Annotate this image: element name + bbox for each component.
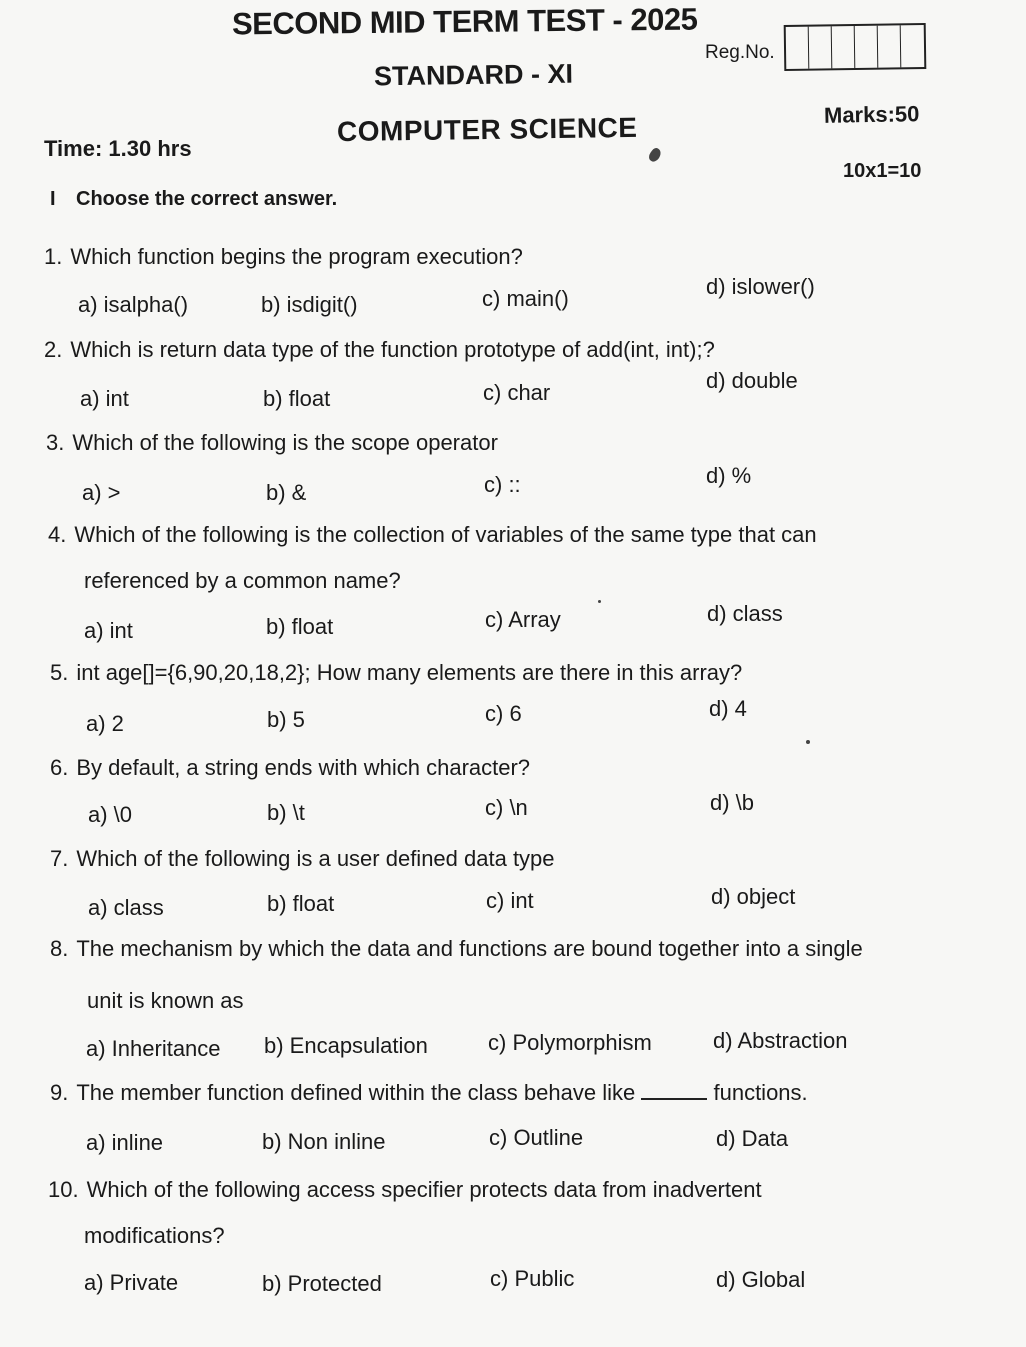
option-d: d) % <box>706 463 752 488</box>
option-b: b) Encapsulation <box>264 1033 428 1058</box>
section-heading <box>50 188 337 211</box>
question-2 <box>44 337 715 363</box>
option-d: d) \b <box>710 790 755 815</box>
option-b: b) & <box>266 480 307 505</box>
option-d: d) object <box>711 884 796 909</box>
question-8 <box>50 936 863 962</box>
reg-no-label: Reg.No. <box>705 42 775 63</box>
ink-speck <box>806 740 810 744</box>
standard-label: STANDARD - XI <box>373 58 574 92</box>
question-number: 1. <box>44 244 63 269</box>
option-c: c) Outline <box>489 1125 584 1150</box>
question-text: The mechanism by which the data and functions are bound together into a single <box>76 936 863 961</box>
reg-cell <box>855 26 879 68</box>
option-d: d) Abstraction <box>713 1028 848 1053</box>
reg-cell <box>901 25 925 67</box>
question-number: 3. <box>46 430 65 455</box>
option-a: a) inline <box>86 1130 164 1155</box>
option-d: d) Data <box>716 1126 789 1151</box>
question-number: 5. <box>50 660 69 685</box>
option-a: a) > <box>82 480 121 505</box>
question-number: 6. <box>50 755 69 780</box>
option-c: c) \n <box>485 795 528 820</box>
question-continuation: referenced by a common name? <box>84 568 401 593</box>
section-number: I <box>50 188 56 210</box>
option-b: b) 5 <box>267 707 305 732</box>
question-4 <box>48 522 817 548</box>
question-1 <box>44 244 523 270</box>
option-d: d) islower() <box>706 274 815 299</box>
option-d: d) Global <box>716 1267 806 1292</box>
question-7 <box>50 846 555 872</box>
question-continuation: modifications? <box>84 1223 225 1248</box>
total-marks: Marks:50 <box>823 101 920 128</box>
question-text: int age[]={6,90,20,18,2}; How many elements are there in this array? <box>76 660 743 685</box>
question-text: Which of the following is the collection of variables of the same type that can <box>74 522 817 547</box>
question-number: 9. <box>50 1080 69 1105</box>
question-text: Which is return data type of the function prototype of add(int, int);? <box>70 337 715 362</box>
reg-cell <box>809 26 833 68</box>
option-b: b) float <box>263 386 331 411</box>
exam-title: SECOND MID TERM TEST - 2025 <box>231 1 698 42</box>
question-number: 7. <box>50 846 69 871</box>
option-b: b) Protected <box>262 1271 382 1296</box>
reg-cell <box>878 25 902 67</box>
question-text: Which of the following is a user defined data type <box>76 846 555 871</box>
ink-speck <box>598 600 601 603</box>
answer-blank <box>641 1080 707 1100</box>
option-a: a) 2 <box>86 711 124 736</box>
section-instruction: Choose the correct answer. <box>76 188 338 210</box>
option-a: a) isalpha() <box>78 292 189 317</box>
option-c: c) int <box>486 888 534 913</box>
question-text: By default, a string ends with which character? <box>76 755 531 780</box>
option-a: a) int <box>84 618 133 643</box>
question-10 <box>48 1177 762 1203</box>
reg-cell <box>832 26 856 68</box>
section-marks: 10x1=10 <box>843 160 922 182</box>
option-b: b) Non inline <box>262 1129 386 1154</box>
option-a: a) class <box>88 895 164 920</box>
option-c: c) :: <box>484 472 521 497</box>
question-5 <box>50 660 742 686</box>
option-a: a) int <box>80 386 129 411</box>
question-number: 4. <box>48 522 67 547</box>
question-number: 10. <box>48 1177 79 1202</box>
option-c: c) Array <box>485 607 561 632</box>
option-d: d) class <box>707 601 783 626</box>
question-number: 8. <box>50 936 69 961</box>
option-b: b) \t <box>267 800 305 825</box>
option-a: a) \0 <box>88 802 133 827</box>
question-text: Which of the following is the scope operator <box>72 430 498 455</box>
question-text: Which of the following access specifier protects data from inadvertent <box>86 1177 762 1202</box>
question-9 <box>50 1080 808 1106</box>
subject-label: COMPUTER SCIENCE <box>336 111 638 148</box>
option-c: c) main() <box>482 286 569 311</box>
option-c: c) Public <box>490 1266 575 1291</box>
time-label: Time: 1.30 hrs <box>44 136 192 161</box>
reg-no-boxes <box>784 23 927 71</box>
option-d: d) 4 <box>709 696 747 721</box>
question-6 <box>50 755 530 781</box>
option-b: b) isdigit() <box>261 292 358 317</box>
reg-cell <box>786 27 810 69</box>
question-text: Which function begins the program execution? <box>70 244 523 269</box>
question-number: 2. <box>44 337 63 362</box>
question-continuation: unit is known as <box>87 988 244 1013</box>
option-d: d) double <box>706 368 798 393</box>
option-c: c) char <box>483 380 551 405</box>
option-b: b) float <box>266 614 334 639</box>
question-text: The member function defined within the class behave like <box>76 1080 636 1105</box>
option-c: c) Polymorphism <box>488 1030 652 1055</box>
option-c: c) 6 <box>485 701 522 726</box>
question-text-after: functions. <box>713 1080 808 1105</box>
question-3 <box>46 430 498 456</box>
ink-mark <box>647 146 663 163</box>
option-a: a) Inheritance <box>86 1036 221 1061</box>
option-a: a) Private <box>84 1270 179 1295</box>
option-b: b) float <box>267 891 335 916</box>
